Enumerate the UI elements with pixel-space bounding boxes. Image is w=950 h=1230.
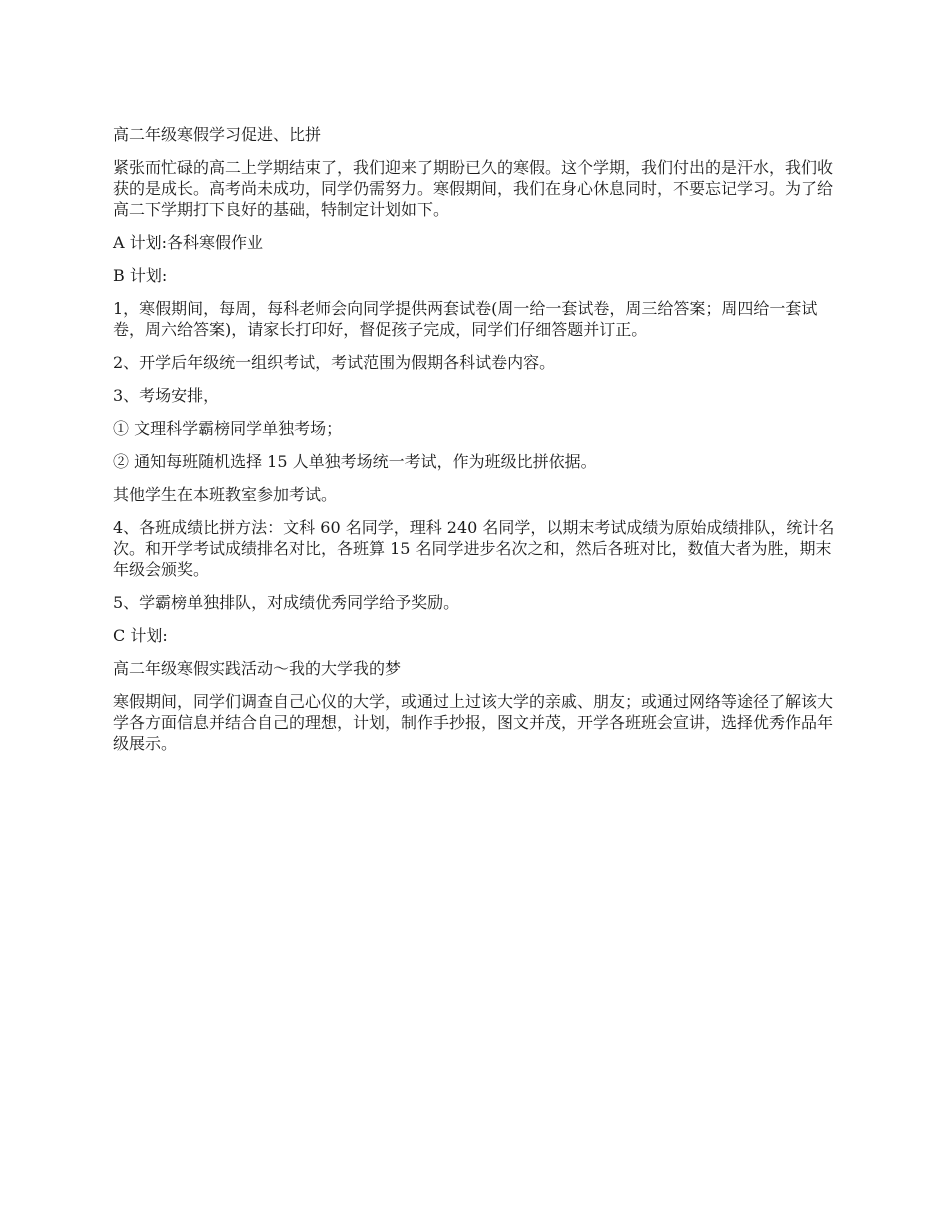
intro-paragraph: 紧张而忙碌的高二上学期结束了，我们迎来了期盼已久的寒假。这个学期，我们付出的是汗水，我们收获的是成长。高考尚未成功，同学仍需努力。寒假期间，我们在身心休息同时，不要忘记学习。为了给高二下学期打下良好的基础，特制定计划如下。: [113, 158, 834, 219]
practice-activity-title: 高二年级寒假实践活动～我的大学我的梦: [113, 659, 402, 678]
practice-activity-paragraph: 寒假期间，同学们调查自己心仪的大学，或通过上过该大学的亲戚、朋友；或通过网络等途径了解该大学各方面信息并结合自己的理想，计划，制作手抄报，图文并茂，开学各班班会宣讲，选择优秀作品年级展示。: [113, 692, 834, 753]
document-title: 高二年级寒假学习促进、比拼: [113, 125, 322, 144]
plan-b-item-1: 1，寒假期间，每周，每科老师会向同学提供两套试卷(周一给一套试卷，周三给答案；周四给一套试卷，周六给答案)，请家长打印好，督促孩子完成，同学们仔细答题并订正。: [113, 299, 818, 339]
document-body: [113, 124, 841, 766]
plan-b-item-2: 2、开学后年级统一组织考试，考试范围为假期各科试卷内容。: [113, 353, 556, 372]
exam-room-item-1: ① 文理科学霸榜同学单独考场；: [113, 419, 343, 438]
plan-b-item-3: 3、考场安排，: [113, 386, 220, 405]
plan-b-heading: B 计划:: [113, 266, 168, 285]
plan-a-heading: A 计划:各科寒假作业: [113, 233, 264, 252]
plan-b-item-4: 4、各班成绩比拼方法：文科 60 名同学，理科 240 名同学，以期末考试成绩为原始成绩排队，统计名次。和开学考试成绩排名对比，各班算 15 名同学进步名次之和，然后各班对比，数值大者为胜，期末年级会颁奖。: [113, 518, 835, 579]
exam-room-other: 其他学生在本班教室参加考试。: [113, 485, 338, 504]
plan-b-item-5: 5、学霸榜单独排队，对成绩优秀同学给予奖励。: [113, 593, 460, 612]
plan-c-heading: C 计划:: [113, 626, 168, 645]
exam-room-item-2: ② 通知每班随机选择 15 人单独考场统一考试，作为班级比拼依据。: [113, 452, 597, 471]
